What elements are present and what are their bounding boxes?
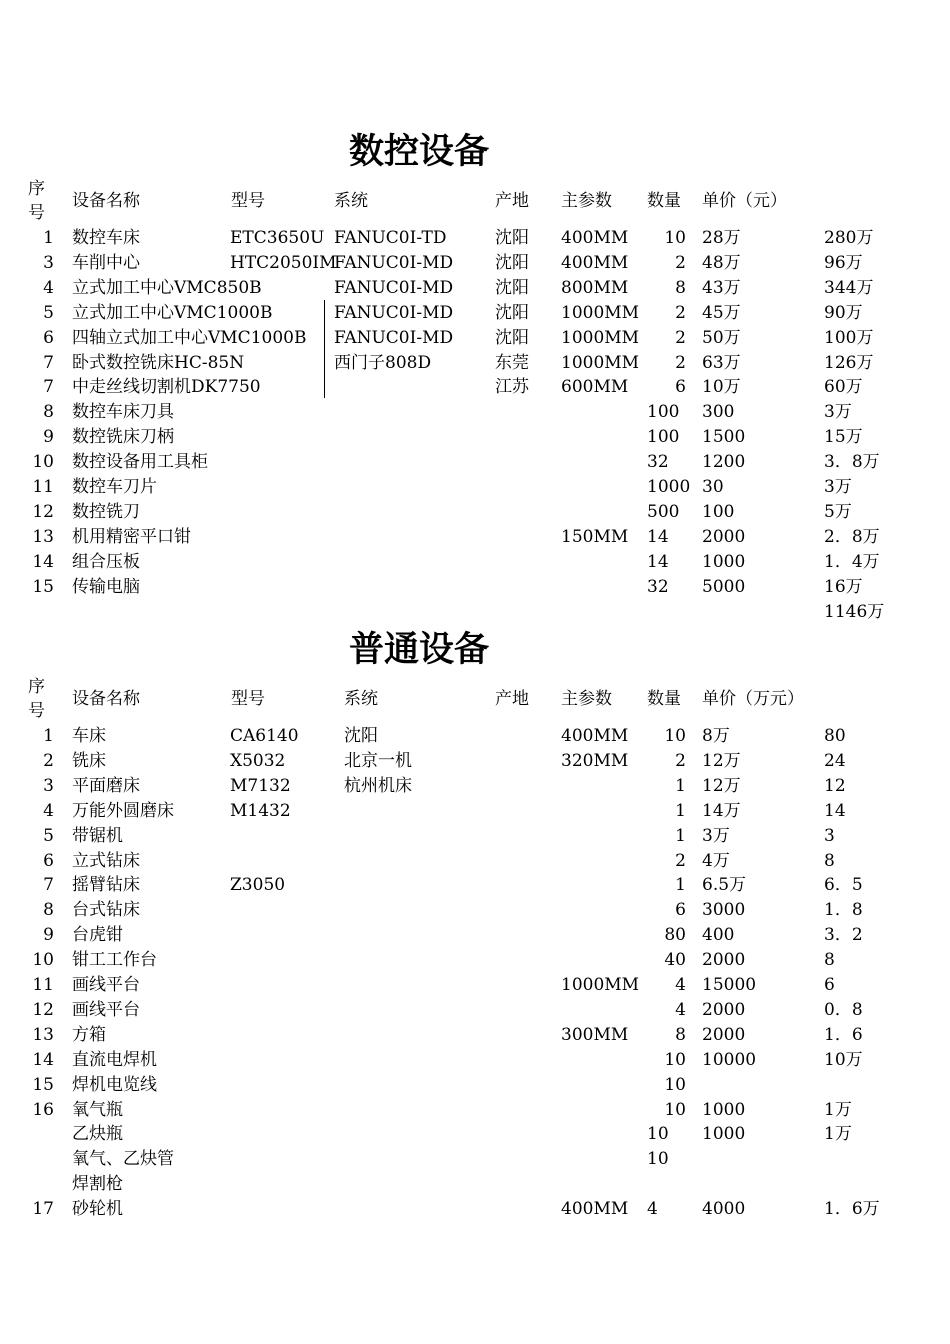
- cell-origin: 江苏: [495, 377, 529, 398]
- cell-system: FANUC0I-MD: [334, 327, 454, 348]
- cell-seq: 5: [43, 825, 54, 846]
- cell-name: 氧气、乙炔管: [72, 1149, 174, 1170]
- cell-price: 3万: [702, 825, 730, 846]
- cell-seq: 9: [43, 427, 54, 448]
- cell-total: 96万: [824, 252, 863, 273]
- header-param: 主参数: [561, 689, 612, 709]
- cell-seq: 7: [43, 352, 54, 373]
- header-origin: 产地: [495, 689, 529, 709]
- cell-seq: 3: [43, 252, 54, 273]
- header-system: 系统: [344, 689, 378, 709]
- cell-name: 四轴立式加工中心VMC1000B: [72, 327, 307, 348]
- cell-seq: 14: [32, 551, 54, 572]
- cell-total: 1万: [824, 1124, 852, 1145]
- cell-system: FANUC0I-MD: [334, 302, 454, 323]
- cell-system: 西门子808D: [334, 352, 432, 373]
- cell-param: 150MM: [561, 526, 629, 547]
- cell-qty: 1000: [647, 477, 691, 497]
- cell-seq: 4: [43, 800, 54, 821]
- cell-price: 2000: [702, 999, 746, 1020]
- cell-price: 14万: [702, 800, 741, 821]
- header-price: 单价（万元）: [702, 689, 804, 709]
- cell-total: 3．2: [824, 925, 863, 946]
- cell-seq: 10: [32, 452, 54, 473]
- cell-price: 10000: [702, 1049, 757, 1070]
- header-name: 设备名称: [72, 191, 140, 211]
- cell-name: 立式加工中心VMC850B: [72, 277, 262, 298]
- cell-price: 1000: [702, 1099, 746, 1120]
- cell-price: 3000: [702, 900, 746, 921]
- cell-name: 万能外圆磨床: [72, 800, 174, 821]
- cell-seq: 11: [32, 975, 54, 995]
- cell-qty: 10: [664, 1074, 686, 1095]
- cell-total: 1万: [824, 1099, 852, 1120]
- cell-param: 1000MM: [561, 327, 640, 348]
- cell-name: 数控车刀片: [72, 477, 157, 497]
- cell-qty: 1: [675, 800, 686, 821]
- cell-price: 48万: [702, 252, 741, 273]
- cell-seq: 15: [32, 1074, 54, 1095]
- cell-seq: 14: [32, 1049, 54, 1070]
- cell-total: 24: [824, 750, 846, 771]
- cell-model: Z3050: [230, 875, 286, 896]
- cell-total: 10万: [824, 1049, 863, 1070]
- cell-system: 沈阳: [344, 726, 378, 746]
- cell-qty: 1: [675, 875, 686, 896]
- cell-model: M7132: [230, 775, 291, 796]
- cell-qty: 40: [664, 950, 686, 971]
- cell-price: 1000: [702, 551, 746, 572]
- cell-price: 8万: [702, 726, 730, 746]
- header-seq-line1: 序: [28, 677, 45, 697]
- cell-seq: 1: [43, 228, 54, 248]
- cell-qty: 1: [675, 825, 686, 846]
- cell-origin: 沈阳: [495, 302, 529, 323]
- cnc-section-title: 数控设备: [349, 132, 490, 172]
- cell-model: ETC3650U: [230, 228, 325, 248]
- cell-price: 12万: [702, 775, 741, 796]
- cell-param: 1000MM: [561, 302, 640, 323]
- cell-seq: 16: [32, 1099, 54, 1120]
- cell-seq: 12: [32, 501, 54, 522]
- cell-name: 数控铣刀: [72, 501, 140, 522]
- cell-qty: 32: [647, 452, 669, 473]
- cell-param: 1000MM: [561, 352, 640, 373]
- cell-total: 80: [824, 726, 846, 746]
- cell-total: 1．6万: [824, 1199, 880, 1220]
- cell-seq: 9: [43, 925, 54, 946]
- cell-price: 4万: [702, 850, 730, 871]
- cell-name: 组合压板: [72, 551, 140, 572]
- cell-origin: 沈阳: [495, 277, 529, 298]
- header-model: 型号: [231, 689, 265, 709]
- cell-price: 100: [702, 501, 735, 522]
- cell-total: 3万: [824, 477, 852, 497]
- cell-total: 15万: [824, 427, 863, 448]
- cell-name: 立式加工中心VMC1000B: [72, 302, 273, 323]
- cell-name: 数控铣床刀柄: [72, 427, 174, 448]
- header-system: 系统: [334, 191, 368, 211]
- cell-name: 数控设备用工具柜: [72, 452, 208, 473]
- cell-total: 100万: [824, 327, 874, 348]
- cell-qty: 2: [675, 327, 686, 348]
- cell-seq: 8: [43, 900, 54, 921]
- cell-qty: 2: [675, 850, 686, 871]
- cell-qty: 10: [664, 1049, 686, 1070]
- cell-qty: 80: [664, 925, 686, 946]
- cell-model: CA6140: [230, 726, 299, 746]
- header-origin: 产地: [495, 191, 529, 211]
- cell-price: 28万: [702, 228, 741, 248]
- header-seq-line2: 号: [28, 203, 45, 223]
- cell-name: 车削中心: [72, 252, 140, 273]
- cell-total: 280万: [824, 228, 874, 248]
- cell-qty: 4: [675, 999, 686, 1020]
- cell-name: 画线平台: [72, 975, 140, 995]
- cell-total: 1．8: [824, 900, 863, 921]
- cell-system: FANUC0I-MD: [334, 277, 454, 298]
- header-model: 型号: [231, 191, 265, 211]
- cell-name: 钳工工作台: [72, 950, 157, 971]
- cell-qty: 2: [675, 302, 686, 323]
- cell-param: 1000MM: [561, 975, 640, 995]
- cell-qty: 1: [675, 775, 686, 796]
- cell-price: 6.5万: [702, 875, 747, 896]
- cell-price: 5000: [702, 576, 746, 597]
- cell-system: 杭州机床: [344, 775, 412, 796]
- cell-price: 50万: [702, 327, 741, 348]
- cell-qty: 4: [675, 975, 686, 995]
- cell-seq: 13: [32, 1024, 54, 1045]
- cell-param: 400MM: [561, 1199, 629, 1220]
- cell-param: 400MM: [561, 726, 629, 746]
- cell-total: 1．4万: [824, 551, 880, 572]
- header-qty: 数量: [647, 689, 681, 709]
- cell-qty: 6: [675, 377, 686, 398]
- cell-total: 5万: [824, 501, 852, 522]
- cell-seq: 1: [43, 726, 54, 746]
- cell-system: FANUC0I-MD: [334, 252, 454, 273]
- cell-seq: 6: [43, 327, 54, 348]
- header-name: 设备名称: [72, 689, 140, 709]
- cell-qty: 10: [664, 726, 686, 746]
- column-divider: [324, 300, 325, 398]
- cell-origin: 沈阳: [495, 252, 529, 273]
- cell-origin: 沈阳: [495, 327, 529, 348]
- cell-qty: 100: [647, 402, 680, 423]
- cell-price: 1000: [702, 1124, 746, 1145]
- cell-seq: 5: [43, 302, 54, 323]
- cell-price: 1500: [702, 427, 746, 448]
- cell-model: HTC2050IM: [230, 252, 337, 273]
- cell-name: 立式钻床: [72, 850, 140, 871]
- cell-name: 传输电脑: [72, 576, 140, 597]
- cell-seq: 13: [32, 526, 54, 547]
- cell-model: X5032: [230, 750, 286, 771]
- cell-price: 12万: [702, 750, 741, 771]
- cell-total: 6．5: [824, 875, 863, 896]
- cell-total: 126万: [824, 352, 874, 373]
- cell-name: 带锯机: [72, 825, 123, 846]
- general-section-title: 普通设备: [349, 630, 490, 670]
- cell-qty: 2: [675, 352, 686, 373]
- cell-price: 10万: [702, 377, 741, 398]
- cell-qty: 8: [675, 1024, 686, 1045]
- cell-total: 1146万: [824, 601, 885, 622]
- cell-qty: 10: [664, 228, 686, 248]
- cell-seq: 15: [32, 576, 54, 597]
- cell-total: 6: [824, 975, 835, 995]
- cell-name: 数控车床: [72, 228, 140, 248]
- cell-price: 2000: [702, 526, 746, 547]
- cell-qty: 6: [675, 900, 686, 921]
- cell-param: 400MM: [561, 228, 629, 248]
- cell-price: 300: [702, 402, 735, 423]
- cell-total: 344万: [824, 277, 874, 298]
- cell-origin: 沈阳: [495, 228, 529, 248]
- cell-total: 3．8万: [824, 452, 880, 473]
- cell-qty: 500: [647, 501, 680, 522]
- cell-param: 800MM: [561, 277, 629, 298]
- cell-system: FANUC0I-TD: [334, 228, 447, 248]
- cell-seq: 2: [43, 750, 54, 771]
- cell-param: 320MM: [561, 750, 629, 771]
- cell-qty: 100: [647, 427, 680, 448]
- cell-total: 16万: [824, 576, 863, 597]
- cell-price: 45万: [702, 302, 741, 323]
- cell-name: 机用精密平口钳: [72, 526, 191, 547]
- cell-param: 600MM: [561, 377, 629, 398]
- cell-seq: 10: [32, 950, 54, 971]
- cell-total: 0．8: [824, 999, 863, 1020]
- cell-total: 8: [824, 950, 835, 971]
- cell-name: 氧气瓶: [72, 1099, 123, 1120]
- cell-total: 12: [824, 775, 846, 796]
- cell-name: 焊机电览线: [72, 1074, 157, 1095]
- cell-seq: 7: [43, 875, 54, 896]
- cell-name: 台式钻床: [72, 900, 140, 921]
- cell-name: 平面磨床: [72, 775, 140, 796]
- header-seq-line2: 号: [28, 701, 45, 721]
- cell-seq: 7: [43, 377, 54, 398]
- cell-name: 画线平台: [72, 999, 140, 1020]
- cell-price: 1200: [702, 452, 746, 473]
- cell-price: 2000: [702, 950, 746, 971]
- cell-total: 1．6: [824, 1024, 863, 1045]
- cell-seq: 4: [43, 277, 54, 298]
- cell-name: 摇臂钻床: [72, 875, 140, 896]
- cell-name: 中走丝线切割机DK7750: [72, 377, 261, 398]
- cell-name: 直流电焊机: [72, 1049, 157, 1070]
- cell-total: 3: [824, 825, 835, 846]
- cell-name: 砂轮机: [72, 1199, 123, 1220]
- cell-qty: 14: [647, 526, 669, 547]
- cell-name: 焊割枪: [72, 1174, 123, 1195]
- cell-seq: 6: [43, 850, 54, 871]
- cell-price: 43万: [702, 277, 741, 298]
- cell-total: 14: [824, 800, 846, 821]
- cell-total: 2．8万: [824, 526, 880, 547]
- cell-price: 4000: [702, 1199, 746, 1220]
- cell-total: 60万: [824, 377, 863, 398]
- cell-system: 北京一机: [344, 750, 412, 771]
- cell-seq: 8: [43, 402, 54, 423]
- cell-price: 400: [702, 925, 735, 946]
- cell-qty: 2: [675, 750, 686, 771]
- cell-name: 车床: [72, 726, 106, 746]
- cell-qty: 10: [647, 1124, 669, 1145]
- cell-qty: 32: [647, 576, 669, 597]
- cell-name: 卧式数控铣床HC-85N: [72, 352, 245, 373]
- cell-param: 300MM: [561, 1024, 629, 1045]
- cell-param: 400MM: [561, 252, 629, 273]
- cell-qty: 8: [675, 277, 686, 298]
- cell-seq: 11: [32, 477, 54, 497]
- cell-qty: 4: [647, 1199, 658, 1220]
- cell-seq: 17: [32, 1199, 54, 1220]
- cell-name: 数控车床刀具: [72, 402, 174, 423]
- cell-qty: 10: [664, 1099, 686, 1120]
- header-param: 主参数: [561, 191, 612, 211]
- header-qty: 数量: [647, 191, 681, 211]
- header-seq-line1: 序: [28, 179, 45, 199]
- cell-price: 2000: [702, 1024, 746, 1045]
- cell-price: 30: [702, 477, 724, 497]
- cell-seq: 3: [43, 775, 54, 796]
- cell-name: 乙炔瓶: [72, 1124, 123, 1145]
- cell-total: 3万: [824, 402, 852, 423]
- cell-qty: 2: [675, 252, 686, 273]
- header-price: 单价（元）: [702, 191, 787, 211]
- cell-total: 8: [824, 850, 835, 871]
- cell-total: 90万: [824, 302, 863, 323]
- cell-name: 铣床: [72, 750, 106, 771]
- cell-qty: 14: [647, 551, 669, 572]
- cell-qty: 10: [647, 1149, 669, 1170]
- cell-seq: 12: [32, 999, 54, 1020]
- cell-price: 15000: [702, 975, 757, 995]
- cell-origin: 东莞: [495, 352, 529, 373]
- cell-model: M1432: [230, 800, 291, 821]
- cell-name: 台虎钳: [72, 925, 123, 946]
- cell-price: 63万: [702, 352, 741, 373]
- cell-name: 方箱: [72, 1024, 106, 1045]
